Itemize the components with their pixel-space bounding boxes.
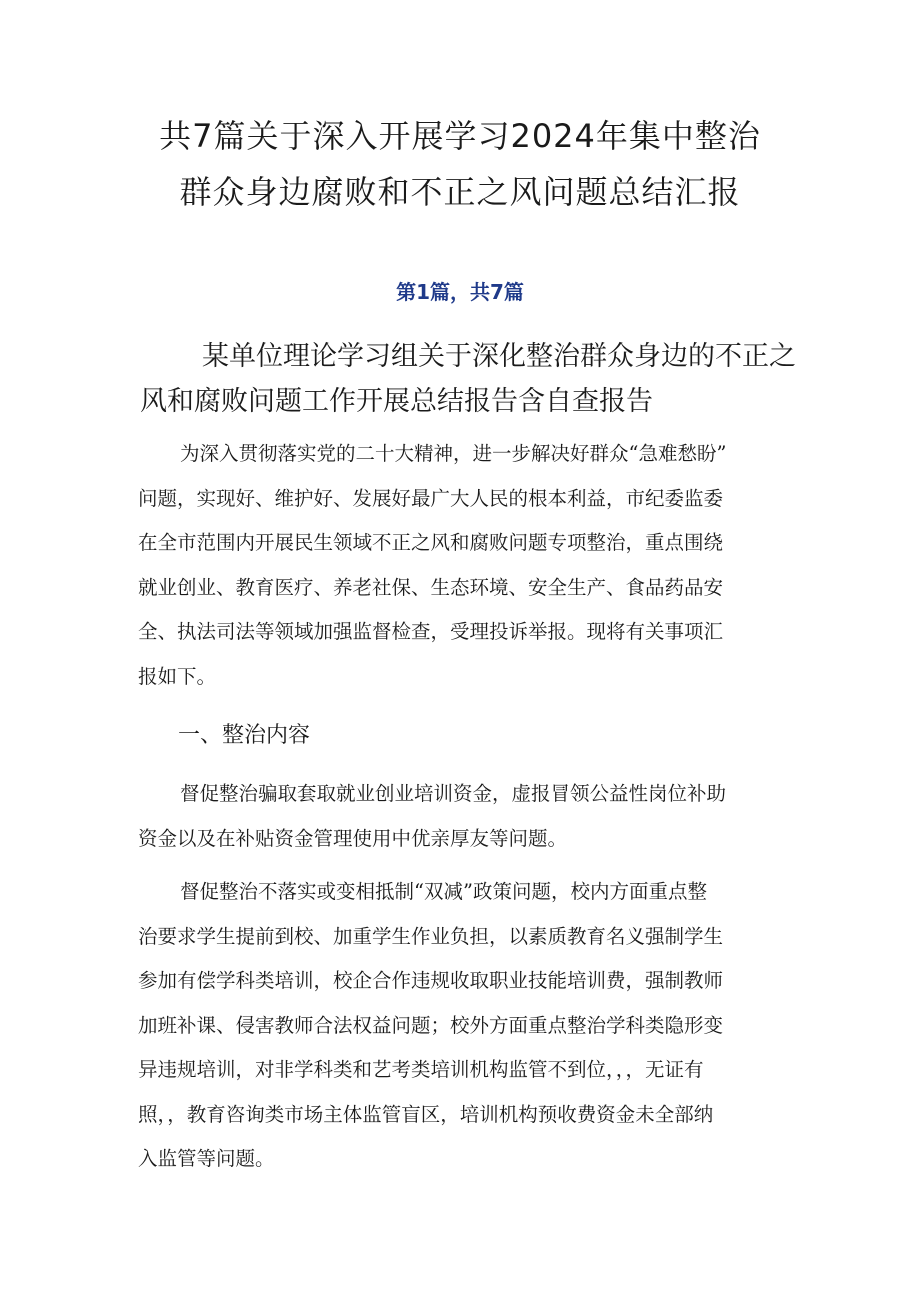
text-line: 全、执法司法等领域加强监督检查，受理投诉举报。现将有关事项汇: [138, 620, 724, 643]
text-line: 异违规培训，对非学科类和艺考类培训机构监管不到位，，，无证有: [138, 1058, 704, 1081]
text-line: 入监管等问题。: [138, 1147, 275, 1170]
paragraph-employment: [138, 772, 786, 861]
section-heading: 一、整治内容: [178, 723, 311, 748]
subtitle-line: 风和腐败问题工作开展总结报告含自查报告: [140, 386, 653, 417]
document-title: [100, 108, 820, 220]
text-line: 在全市范围内开展民生领域不正之风和腐败问题专项整治，重点围绕: [138, 531, 724, 554]
paragraph-double-reduction: [138, 870, 786, 1182]
subtitle-line: 某单位理论学习组关于深化整治群众身边的不正之: [202, 341, 796, 372]
text-line: 问题，实现好、维护好、发展好最广大人民的根本利益，市纪委监委: [138, 486, 724, 510]
text-line: 督促整治骗取套取就业创业培训资金，虚报冒领公益性岗位补助: [180, 782, 727, 805]
report-subtitle: [140, 334, 820, 424]
text-line: 加班补课、侵害教师合法权益问题；校外方面重点整治学科类隐形变: [138, 1013, 724, 1037]
text-line: 资金以及在补贴资金管理使用中优亲厚友等问题。: [138, 826, 568, 850]
text-line: 督促整治不落实或变相抵制“双减”政策问题，校内方面重点整: [180, 880, 707, 903]
text-line: 为深入贯彻落实党的二十大精神，进一步解决好群众“急难愁盼”: [180, 442, 727, 465]
title-line: 群众身边腐败和不正之风问题总结汇报: [179, 173, 741, 211]
title-line: 共7篇关于深入开展学习2024年集中整治: [159, 117, 761, 155]
intro-paragraph: [138, 432, 786, 699]
text-line: 参加有偿学科类培训，校企合作违规收取职业技能培训费，强制教师: [138, 969, 724, 992]
text-line: 照，，教育咨询类市场主体监管盲区，培训机构预收费资金未全部纳: [138, 1102, 714, 1126]
text-line: 治要求学生提前到校、加重学生作业负担，以素质教育名义强制学生: [138, 924, 724, 948]
text-line: 就业创业、教育医疗、养老社保、生态环境、安全生产、食品药品安: [138, 575, 724, 599]
text-line: 报如下。: [138, 664, 217, 688]
part-label: 第1篇，共7篇: [396, 280, 524, 304]
